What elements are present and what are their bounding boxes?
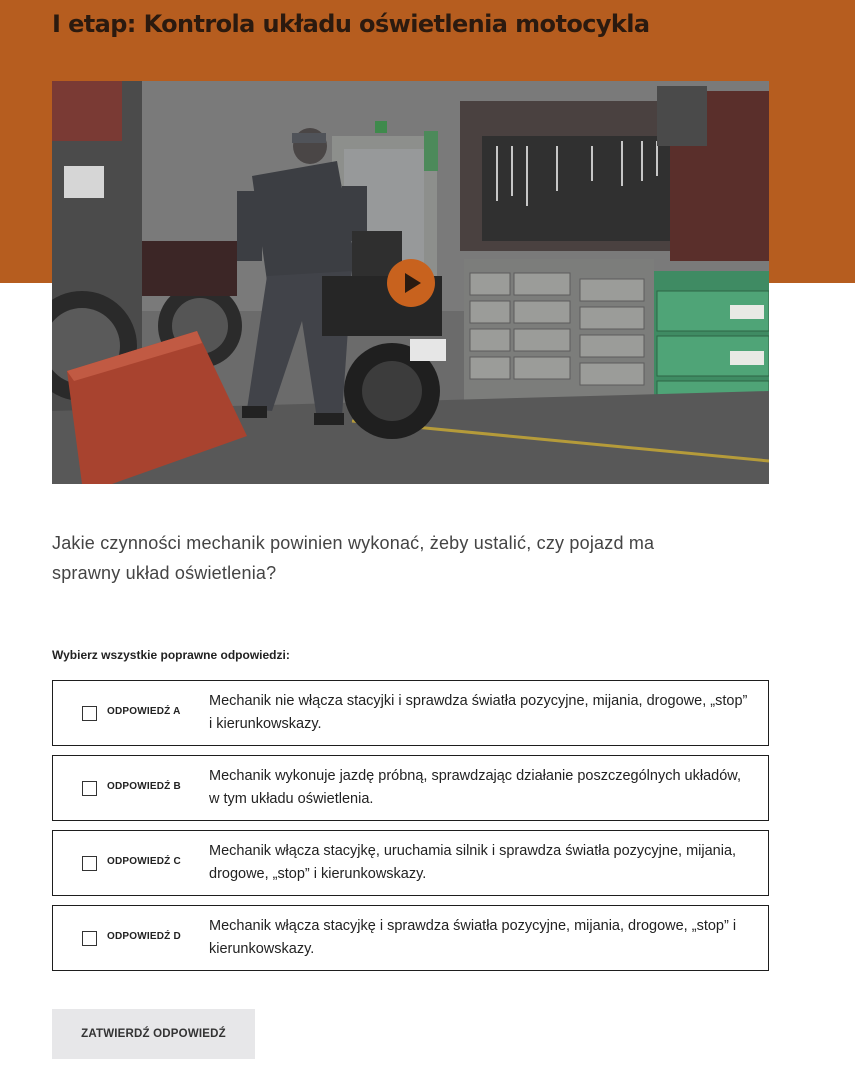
play-button[interactable] <box>387 259 435 307</box>
instruction-text: Wybierz wszystkie poprawne odpowiedzi: <box>52 648 290 662</box>
submit-answer-button[interactable]: ZATWIERDŹ ODPOWIEDŹ <box>52 1009 255 1059</box>
answer-option-c[interactable] <box>52 830 769 896</box>
answer-option-d[interactable] <box>52 905 769 971</box>
answer-text-d: Mechanik włącza stacyjkę i sprawdza światła pozycyjne, mijania, drogowe, „stop” i kierunkowskazy. <box>209 918 737 957</box>
page-title: I etap: Kontrola układu oświetlenia motocykla <box>52 10 650 38</box>
checkbox-a[interactable] <box>82 706 97 721</box>
play-icon <box>387 259 435 307</box>
answer-text-a: Mechanik nie włącza stacyjki i sprawdza światła pozycyjne, mijania, drogowe, „stop” i kierunkowskazy. <box>209 693 748 732</box>
answer-label-c: ODPOWIEDŹ C <box>107 856 181 867</box>
answer-label-d: ODPOWIEDŹ D <box>107 931 181 942</box>
answer-option-b[interactable] <box>52 755 769 821</box>
answer-label-b: ODPOWIEDŹ B <box>107 781 181 792</box>
answer-label-a: ODPOWIEDŹ A <box>107 706 181 717</box>
checkbox-b[interactable] <box>82 781 97 796</box>
answer-option-a[interactable] <box>52 680 769 746</box>
video-player[interactable] <box>52 81 769 484</box>
answer-text-b: Mechanik wykonuje jazdę próbną, sprawdzając działanie poszczególnych układów, w tym układu oświetlenia. <box>209 768 741 807</box>
answer-text-c: Mechanik włącza stacyjkę, uruchamia silnik i sprawdza światła pozycyjne, mijania, drogowe, „stop” i kierunkowskazy. <box>209 843 737 882</box>
checkbox-c[interactable] <box>82 856 97 871</box>
checkbox-d[interactable] <box>82 931 97 946</box>
question-text: Jakie czynności mechanik powinien wykonać, żeby ustalić, czy pojazd ma sprawny układ oświetlenia? <box>52 533 655 583</box>
